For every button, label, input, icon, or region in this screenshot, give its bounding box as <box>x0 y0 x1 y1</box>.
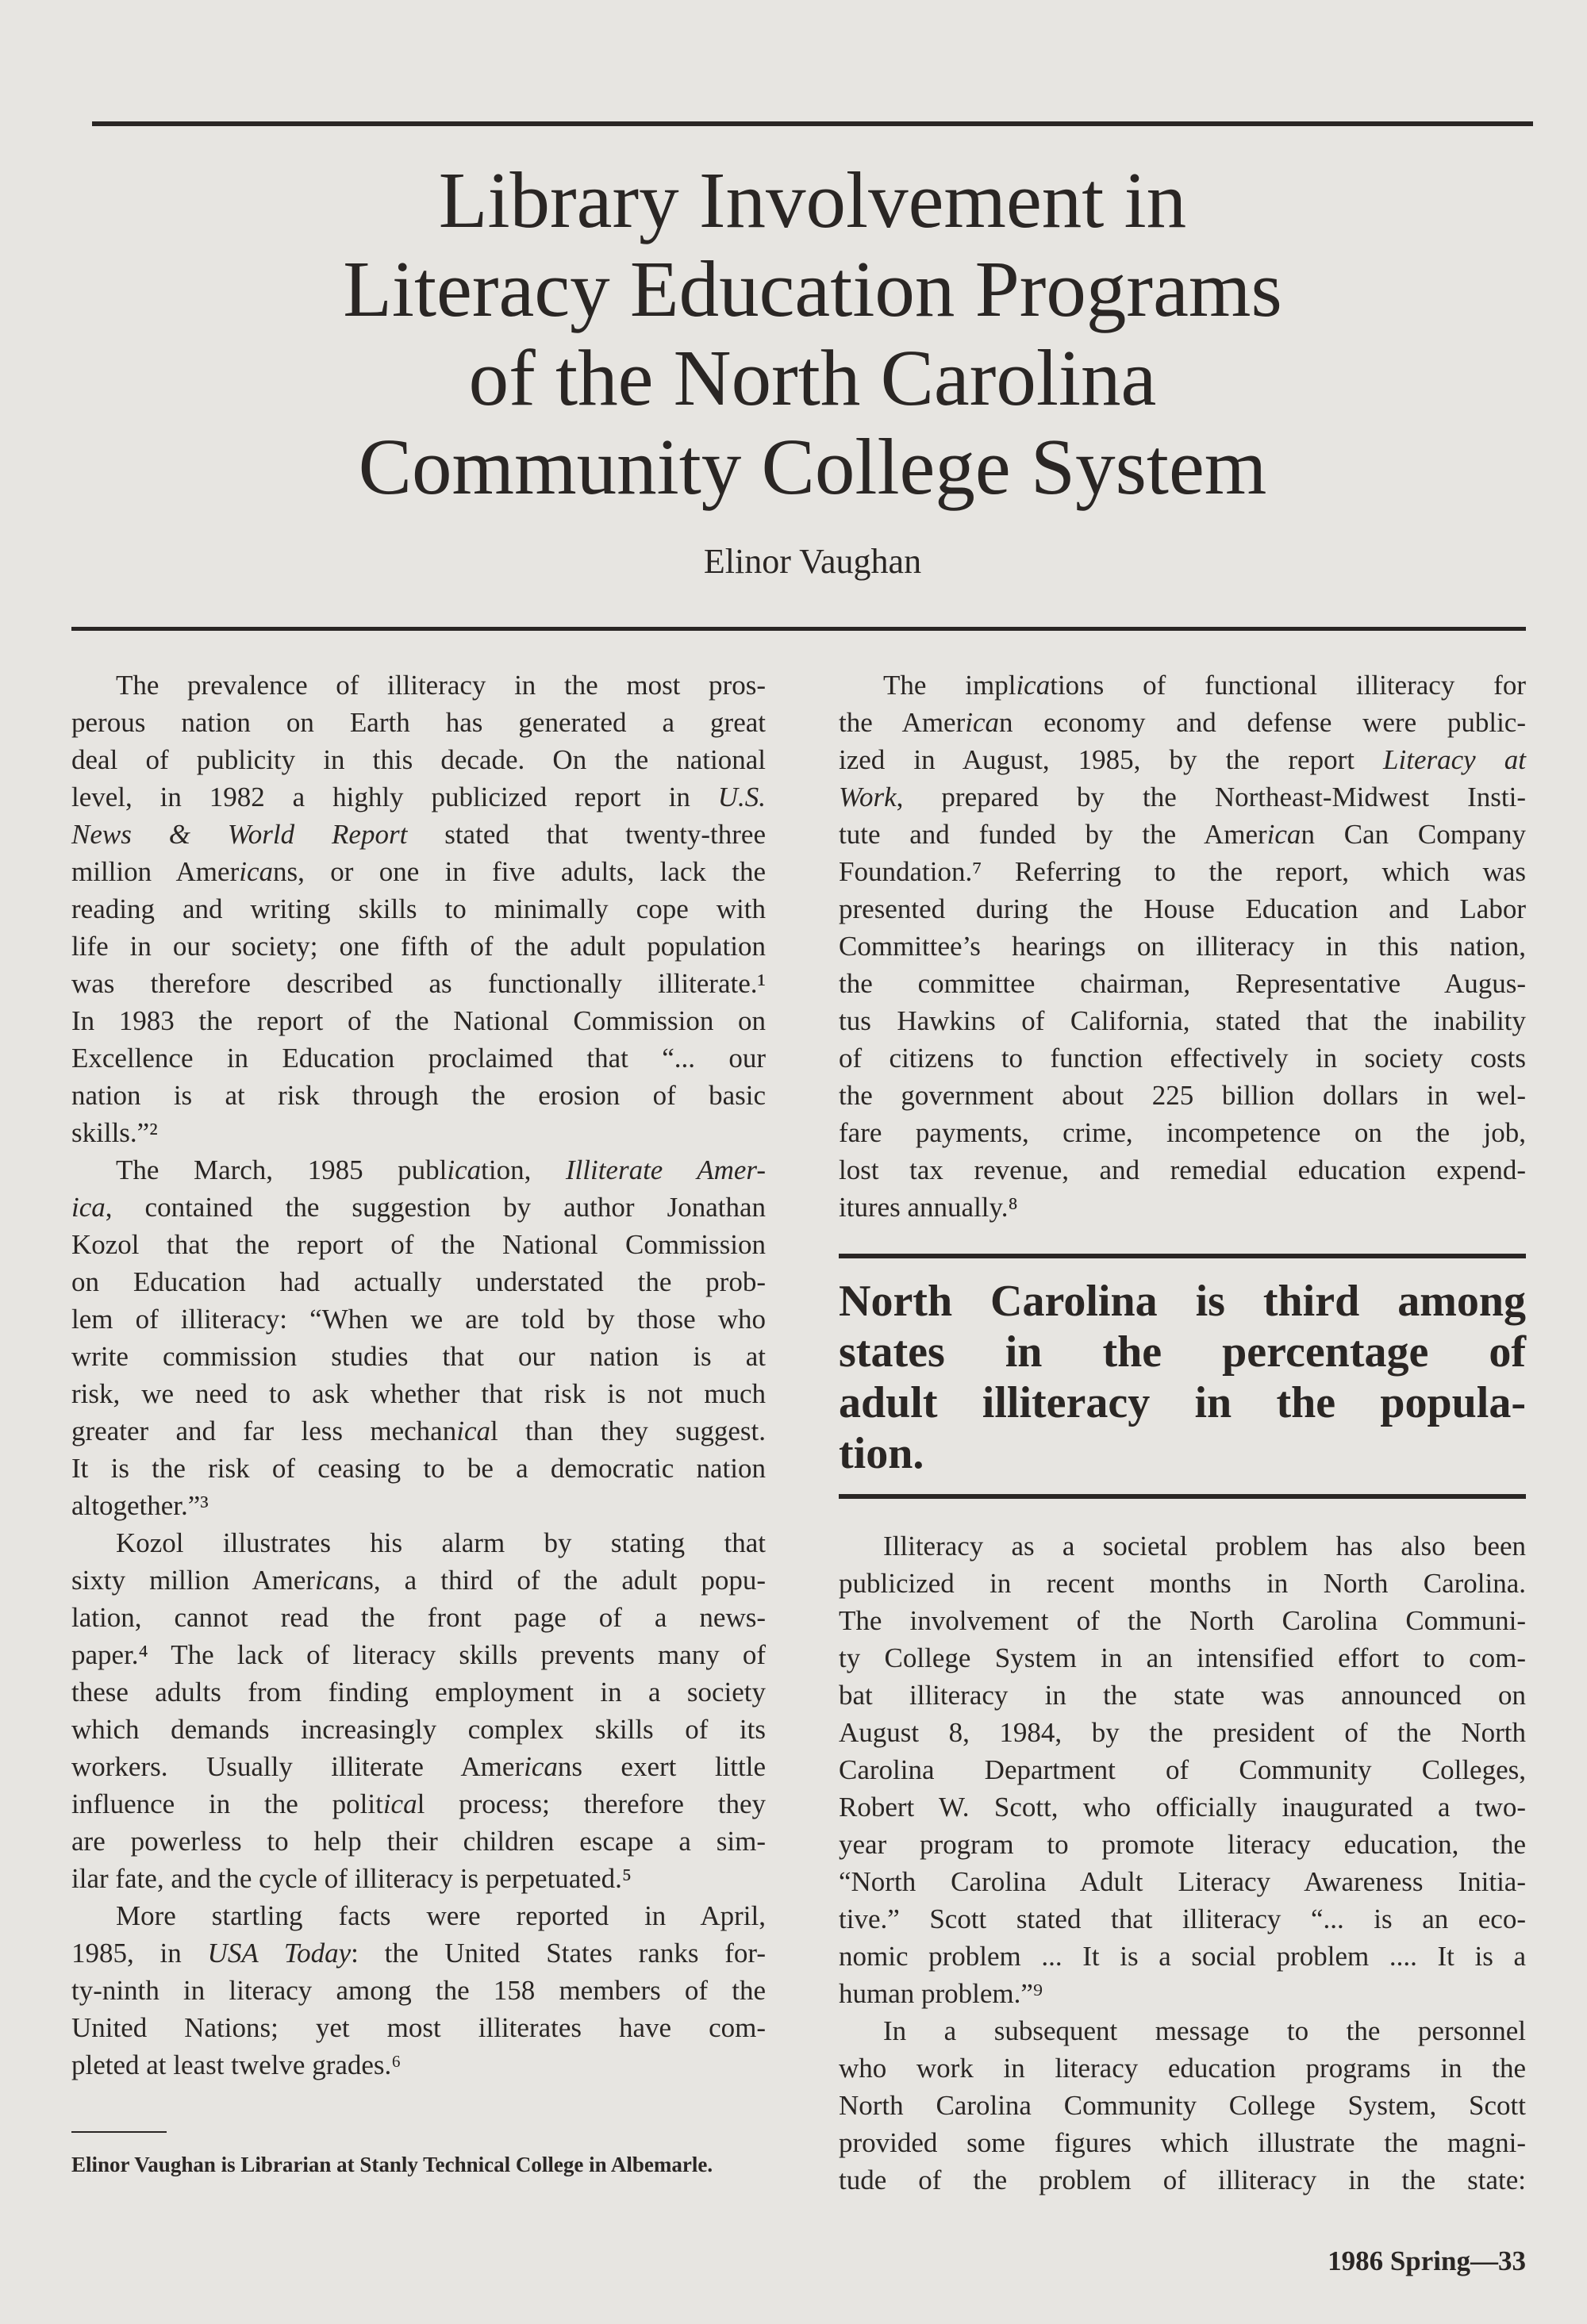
text-line: publicized in recent months in North Carolina. <box>839 1568 1526 1599</box>
text-line: Kozol illustrates his alarm by stating that <box>116 1527 766 1558</box>
text-line: lost tax revenue, and remedial education expend- <box>839 1154 1526 1185</box>
pull-quote-line: states in the percentage of <box>839 1327 1526 1377</box>
text-line: presented during the House Education and Labor <box>839 893 1526 924</box>
text-line: which demands increasingly complex skills of its <box>71 1714 766 1745</box>
text-line: lem of illiteracy: “When we are told by those who <box>71 1304 766 1335</box>
text-line: ty-ninth in literacy among the 158 members of the <box>71 1975 766 2006</box>
text-line: fare payments, crime, incompetence on the job, <box>839 1117 1526 1148</box>
paragraph <box>839 2012 1526 2199</box>
text-line: Foundation.⁷ Referring to the report, which was <box>839 856 1526 887</box>
pull-quote-line: adult illiteracy in the popula- <box>839 1378 1526 1427</box>
title-line: Literacy Education Programs <box>343 244 1282 333</box>
text-line: “North Carolina Adult Literacy Awareness Initia- <box>839 1866 1526 1897</box>
text-line: tute and funded by the American Can Company <box>839 819 1526 850</box>
pull-quote-line: North Carolina is third among <box>839 1277 1526 1326</box>
text-line: August 8, 1984, by the president of the North <box>839 1717 1526 1748</box>
text-line: ica, contained the suggestion by author Jonathan <box>71 1192 766 1223</box>
text-line: pleted at least twelve grades.⁶ <box>71 2049 402 2080</box>
pull-quote-line: tion. <box>839 1429 924 1478</box>
text-line: million Americans, or one in five adults, lack the <box>71 856 766 887</box>
text-line: write commission studies that our nation is at <box>71 1341 766 1372</box>
text-line: ized in August, 1985, by the report Literacy at <box>839 744 1526 775</box>
text-line: perous nation on Earth has generated a great <box>71 707 766 738</box>
text-line: Committee’s hearings on illiteracy in this nation, <box>839 931 1526 962</box>
paragraph <box>839 666 1526 1226</box>
pull-quote-bottom-rule <box>839 1494 1526 1499</box>
text-line: Work, prepared by the Northeast-Midwest Insti- <box>839 782 1526 812</box>
text-line: tus Hawkins of California, stated that the inability <box>839 1005 1526 1036</box>
text-line: In 1983 the report of the National Commission on <box>71 1005 766 1036</box>
title-line: Library Involvement in <box>438 156 1187 244</box>
title-bottom-rule <box>71 627 1526 631</box>
title-line: Community College System <box>358 422 1267 511</box>
top-rule <box>92 121 1533 126</box>
text-line: these adults from finding employment in a society <box>71 1677 766 1707</box>
text-line: of citizens to function effectively in society costs <box>839 1043 1526 1074</box>
text-line: The March, 1985 publication, Illiterate Amer- <box>116 1154 767 1185</box>
text-line: paper.⁴ The lack of literacy skills prevents many of <box>71 1639 766 1670</box>
text-line: lation, cannot read the front page of a news- <box>71 1602 766 1633</box>
text-line: News & World Report stated that twenty-three <box>71 819 766 850</box>
text-line: Excellence in Education proclaimed that “... our <box>71 1043 766 1074</box>
author-footnote: Elinor Vaughan is Librarian at Stanly Technical College in Albemarle. <box>71 2153 713 2176</box>
text-line: More startling facts were reported in April, <box>116 1900 766 1931</box>
text-line: human problem.”⁹ <box>839 1978 1043 2009</box>
text-line: on Education had actually understated the prob- <box>71 1266 766 1297</box>
text-line: North Carolina Community College System, Scott <box>839 2090 1526 2121</box>
paragraph <box>71 1524 766 1897</box>
text-line: reading and writing skills to minimally cope with <box>71 893 766 924</box>
paragraph <box>839 1527 1526 2012</box>
text-line: Robert W. Scott, who officially inaugurated a two- <box>839 1792 1526 1823</box>
text-line: was therefore described as functionally illiterate.¹ <box>71 968 766 999</box>
text-line: life in our society; one fifth of the adult population <box>71 931 766 962</box>
left-column <box>71 666 766 2084</box>
right-column-top <box>839 666 1526 1226</box>
text-line: United Nations; yet most illiterates have com- <box>71 2012 766 2043</box>
text-line: Carolina Department of Community Colleges, <box>839 1754 1526 1785</box>
text-line: the committee chairman, Representative Augus- <box>839 968 1526 999</box>
author-byline: Elinor Vaughan <box>703 542 922 581</box>
text-line: Kozol that the report of the National Commission <box>71 1229 766 1260</box>
text-line: who work in literacy education programs in the <box>839 2053 1526 2084</box>
text-line: workers. Usually illiterate Americans exert little <box>71 1751 766 1782</box>
text-line: ilar fate, and the cycle of illiteracy is perpetuated.⁵ <box>71 1863 632 1894</box>
paragraph <box>71 1897 766 2084</box>
text-line: greater and far less mechanical than they suggest. <box>71 1416 766 1446</box>
text-line: bat illiteracy in the state was announced on <box>839 1680 1526 1711</box>
text-line: deal of publicity in this decade. On the national <box>71 744 766 775</box>
text-line: It is the risk of ceasing to be a democratic nation <box>71 1453 766 1484</box>
text-line: nomic problem ... It is a social problem .... It is a <box>839 1941 1526 1972</box>
text-line: In a subsequent message to the personnel <box>883 2015 1526 2046</box>
pull-quote <box>839 1276 1526 1479</box>
article-title <box>92 156 1533 511</box>
text-line: sixty million Americans, a third of the adult popu- <box>71 1565 767 1596</box>
text-line: skills.”² <box>71 1117 158 1148</box>
text-line: are powerless to help their children escape a sim- <box>71 1826 766 1857</box>
text-line: The implications of functional illiteracy for <box>883 670 1526 701</box>
footnote-rule <box>71 2131 167 2133</box>
text-line: tive.” Scott stated that illiteracy “... is an eco- <box>839 1903 1526 1934</box>
title-line: of the North Carolina <box>468 333 1157 422</box>
text-line: The involvement of the North Carolina Communi- <box>839 1605 1526 1636</box>
paragraph <box>71 1151 766 1524</box>
text-line: altogether.”³ <box>71 1490 209 1521</box>
text-line: provided some figures which illustrate the magni- <box>839 2127 1526 2158</box>
text-line: the American economy and defense were public- <box>839 707 1526 738</box>
text-line: level, in 1982 a highly publicized report in U.S. <box>71 782 766 812</box>
text-line: year program to promote literacy education, the <box>839 1829 1526 1860</box>
text-line: influence in the political process; therefore they <box>71 1788 766 1819</box>
right-column-bottom <box>839 1527 1526 2199</box>
text-line: Illiteracy as a societal problem has also been <box>883 1531 1526 1561</box>
text-line: ty College System in an intensified effort to com- <box>839 1642 1526 1673</box>
pull-quote-top-rule <box>839 1254 1526 1258</box>
text-line: itures annually.⁸ <box>839 1192 1018 1223</box>
text-line: 1985, in USA Today: the United States ranks for- <box>71 1938 767 1969</box>
text-line: tude of the problem of illiteracy in the state: <box>839 2165 1526 2195</box>
text-line: the government about 225 billion dollars in wel- <box>839 1080 1526 1111</box>
text-line: risk, we need to ask whether that risk is not much <box>71 1378 766 1409</box>
text-line: The prevalence of illiteracy in the most pros- <box>116 670 766 701</box>
page-footer: 1986 Spring—33 <box>1328 2245 1526 2276</box>
paragraph <box>71 666 766 1151</box>
text-line: nation is at risk through the erosion of basic <box>71 1080 766 1111</box>
